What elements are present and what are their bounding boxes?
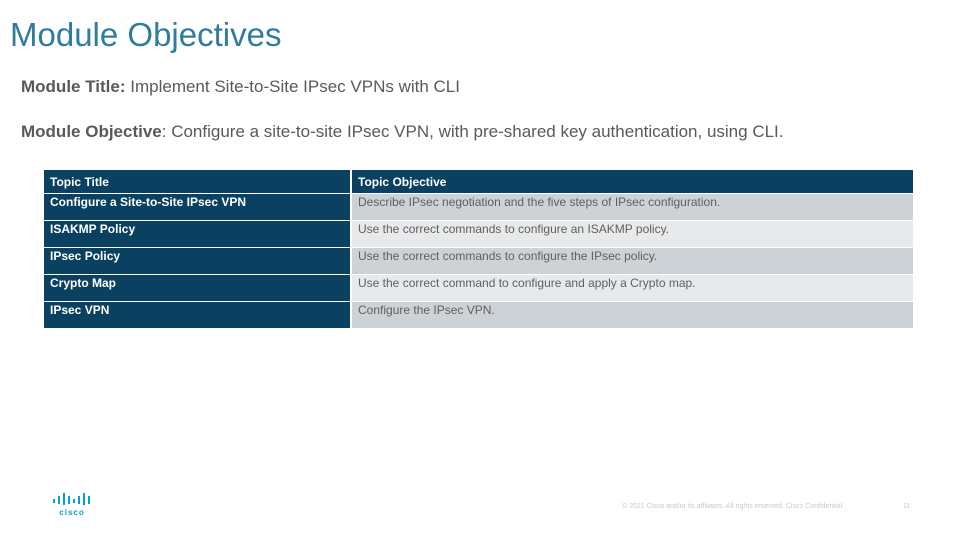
topic-objective-cell: Use the correct commands to configure an ISAKMP policy. (351, 220, 913, 247)
topic-objective-cell: Configure the IPsec VPN. (351, 301, 913, 328)
footer-copyright: © 2021 Cisco and/or its affiliates. All rights reserved. Cisco Confidential (622, 503, 843, 510)
cisco-logo-icon (52, 493, 92, 517)
topic-objective-cell: Use the correct command to configure and apply a Crypto map. (351, 274, 913, 301)
table-row (44, 274, 913, 301)
topics-table (44, 170, 913, 328)
table-row (44, 301, 913, 328)
page-title: Module Objectives (10, 16, 282, 53)
module-objective-label: Module Objective (21, 122, 162, 141)
module-objective-value: : Configure a site-to-site IPsec VPN, with pre-shared key authentication, using CLI. (161, 122, 784, 141)
table-header-row (44, 170, 913, 193)
module-objective-line (21, 122, 784, 142)
topic-title-cell: IPsec Policy (44, 247, 351, 274)
table-row (44, 193, 913, 220)
module-title-label: Module Title: (21, 77, 126, 96)
header-topic-objective: Topic Objective (351, 170, 913, 193)
topic-title-cell: ISAKMP Policy (44, 220, 351, 247)
topic-objective-cell: Use the correct commands to configure the IPsec policy. (351, 247, 913, 274)
topic-objective-cell: Describe IPsec negotiation and the five steps of IPsec configuration. (351, 193, 913, 220)
header-topic-title: Topic Title (44, 170, 351, 193)
table-row (44, 220, 913, 247)
module-title-line (21, 77, 460, 97)
cisco-logo-text: cisco (59, 508, 85, 517)
topic-title-cell: IPsec VPN (44, 301, 351, 328)
module-title-value: Implement Site-to-Site IPsec VPNs with CLI (130, 77, 460, 96)
footer-page-number: 11 (903, 503, 911, 510)
topic-title-cell: Configure a Site-to-Site IPsec VPN (44, 193, 351, 220)
topic-title-cell: Crypto Map (44, 274, 351, 301)
table-row (44, 247, 913, 274)
